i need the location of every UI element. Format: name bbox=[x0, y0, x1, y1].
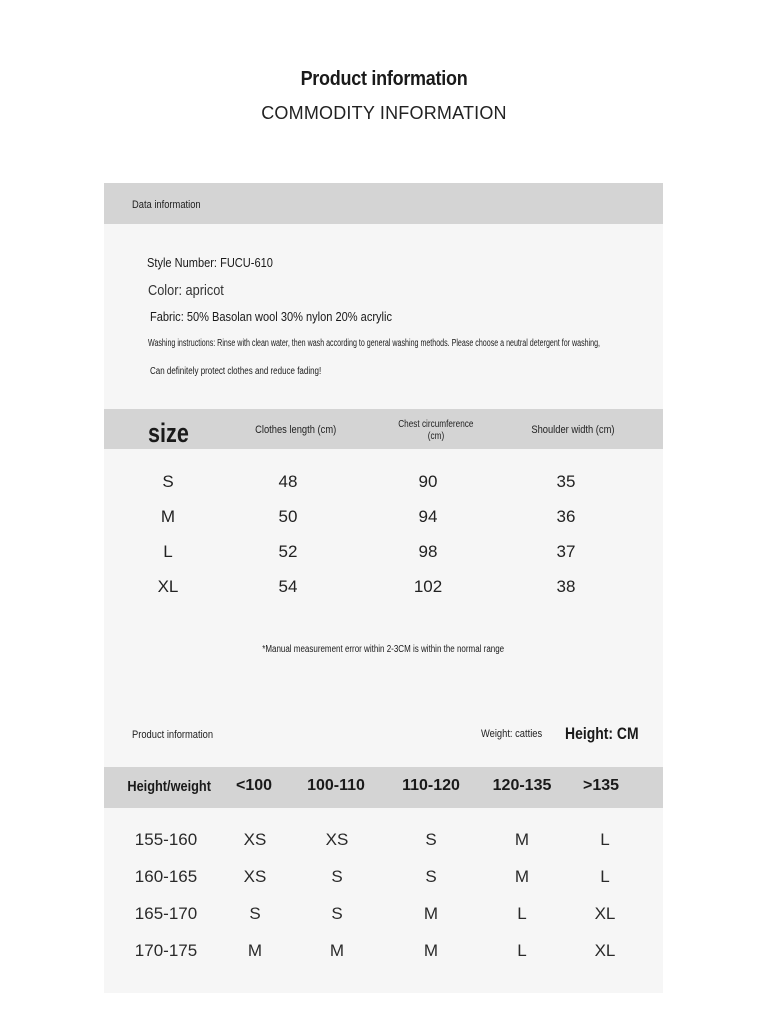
size-cell: S bbox=[249, 904, 261, 923]
chest-cell: 94 bbox=[418, 507, 438, 526]
size-cell: L bbox=[517, 904, 527, 923]
hw-header-cell: Height/weight bbox=[127, 778, 211, 795]
size-cell: S bbox=[425, 867, 437, 886]
length-cell: 54 bbox=[278, 577, 298, 596]
hw-header-cell: >135 bbox=[582, 777, 620, 794]
size-header: size bbox=[148, 418, 189, 448]
size-cell: M bbox=[329, 941, 345, 960]
size-cell: S bbox=[162, 472, 174, 491]
size-cell: L bbox=[600, 830, 610, 849]
washing-line-cont: Can definitely protect clothes and reduce fading! bbox=[150, 366, 322, 377]
height-range-cell: 170-175 bbox=[134, 941, 198, 960]
style-number: Style Number: FUCU-610 bbox=[147, 255, 273, 270]
length-cell: 48 bbox=[278, 472, 298, 491]
size-cell: L bbox=[163, 542, 173, 561]
hw-header-cell: <100 bbox=[235, 777, 273, 794]
size-cell: XL bbox=[594, 941, 616, 960]
size-cell: L bbox=[517, 941, 527, 960]
hw-header-cell: 100-110 bbox=[307, 777, 365, 794]
hw-header-cell: 110-120 bbox=[402, 777, 460, 794]
weight-unit: Weight: catties bbox=[481, 728, 543, 740]
shoulder-header: Shoulder width (cm) bbox=[531, 424, 615, 436]
fabric-line: Fabric: 50% Basolan wool 30% nylon 20% acrylic bbox=[150, 309, 392, 324]
size-cell: XS bbox=[243, 867, 267, 886]
height-range-cell: 165-170 bbox=[134, 904, 198, 923]
size-cell: S bbox=[425, 830, 437, 849]
length-cell: 52 bbox=[278, 542, 298, 561]
chest-header: Chest circumference (cm) bbox=[398, 419, 474, 442]
size-cell: M bbox=[247, 941, 263, 960]
size-cell: M bbox=[160, 507, 176, 526]
size-cell: XS bbox=[325, 830, 349, 849]
size-cell: M bbox=[514, 830, 530, 849]
size-cell: S bbox=[331, 904, 343, 923]
size-cell: M bbox=[423, 904, 439, 923]
size-cell: M bbox=[423, 941, 439, 960]
data-info-label: Data information bbox=[132, 199, 201, 211]
length-header: Clothes length (cm) bbox=[255, 424, 337, 436]
size-cell: XL bbox=[594, 904, 616, 923]
shoulder-cell: 35 bbox=[556, 472, 576, 491]
shoulder-cell: 36 bbox=[556, 507, 576, 526]
length-cell: 50 bbox=[278, 507, 298, 526]
page-title: Product information bbox=[300, 68, 468, 90]
page-subtitle: COMMODITY INFORMATION bbox=[261, 103, 507, 123]
height-range-cell: 160-165 bbox=[134, 867, 198, 886]
size-cell: L bbox=[600, 867, 610, 886]
hw-header-cell: 120-135 bbox=[492, 777, 552, 794]
size-cell: S bbox=[331, 867, 343, 886]
height-range-cell: 155-160 bbox=[134, 830, 198, 849]
chest-cell: 90 bbox=[418, 472, 438, 491]
chest-cell: 102 bbox=[413, 577, 443, 596]
product-info-label: Product information bbox=[132, 729, 214, 741]
chest-cell: 98 bbox=[418, 542, 438, 561]
height-unit: Height: CM bbox=[565, 724, 639, 743]
washing-line: Washing instructions: Rinse with clean water, then wash according to general washing methods. Please choose a neutral detergent for washing, bbox=[148, 338, 601, 349]
shoulder-cell: 38 bbox=[556, 577, 576, 596]
color-line: Color: apricot bbox=[148, 282, 224, 299]
size-cell: XL bbox=[157, 577, 179, 596]
size-cell: M bbox=[514, 867, 530, 886]
measurement-note: *Manual measurement error within 2-3CM is within the normal range bbox=[262, 644, 505, 655]
size-cell: XS bbox=[243, 830, 267, 849]
shoulder-cell: 37 bbox=[556, 542, 576, 561]
